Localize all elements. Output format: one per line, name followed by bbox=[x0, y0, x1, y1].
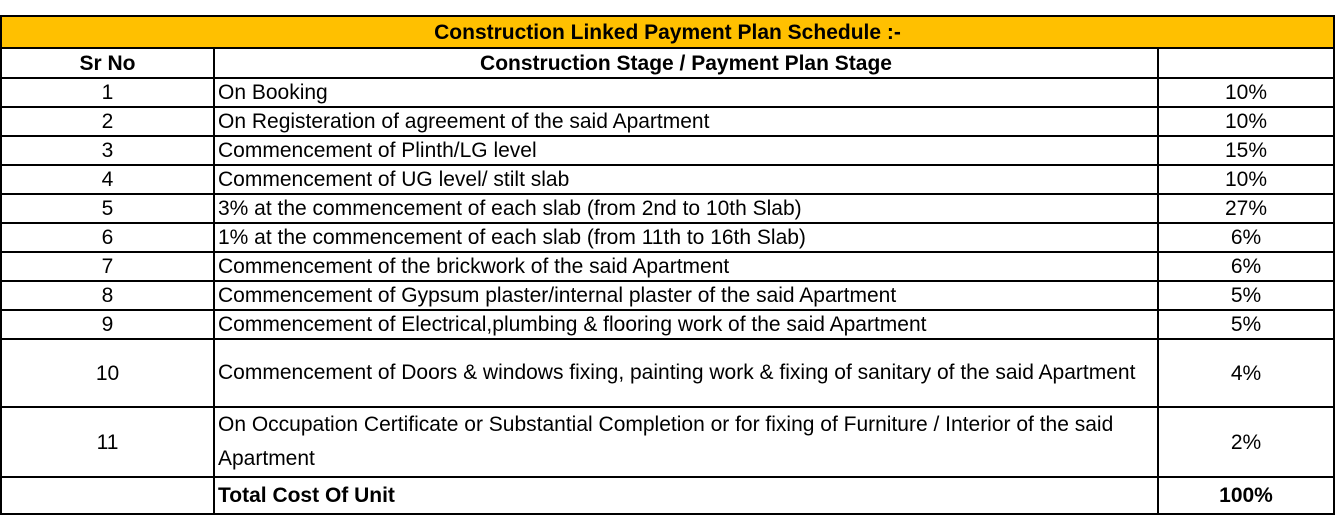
row-stage: Commencement of Doors & windows fixing, painting work & fixing of sanitary of the said Apartment bbox=[214, 339, 1158, 407]
payment-plan-table bbox=[0, 15, 1335, 515]
table-row bbox=[1, 107, 1334, 136]
row-percent: 4% bbox=[1158, 339, 1334, 407]
table-header-row bbox=[1, 48, 1334, 78]
row-sr-no: 2 bbox=[1, 107, 214, 136]
row-sr-no: 8 bbox=[1, 281, 214, 310]
row-stage: Commencement of Plinth/LG level bbox=[214, 136, 1158, 165]
table-row bbox=[1, 310, 1334, 339]
table-row bbox=[1, 165, 1334, 194]
row-stage: Commencement of UG level/ stilt slab bbox=[214, 165, 1158, 194]
row-stage: Commencement of Electrical,plumbing & flooring work of the said Apartment bbox=[214, 310, 1158, 339]
row-sr-no: 11 bbox=[1, 407, 214, 477]
table-title: Construction Linked Payment Plan Schedule :- bbox=[1, 16, 1334, 48]
table-row bbox=[1, 252, 1334, 281]
row-sr-no: 6 bbox=[1, 223, 214, 252]
table-row bbox=[1, 136, 1334, 165]
header-sr-no: Sr No bbox=[1, 48, 214, 78]
table-row bbox=[1, 223, 1334, 252]
row-percent: 15% bbox=[1158, 136, 1334, 165]
row-sr-no: 3 bbox=[1, 136, 214, 165]
table-row bbox=[1, 407, 1334, 477]
row-sr-no: 4 bbox=[1, 165, 214, 194]
total-row bbox=[1, 477, 1334, 514]
total-label: Total Cost Of Unit bbox=[214, 477, 1158, 514]
table-row bbox=[1, 194, 1334, 223]
row-stage: On Occupation Certificate or Substantial Completion or for fixing of Furniture / Interior of the said Apartment bbox=[214, 407, 1158, 477]
row-percent: 10% bbox=[1158, 165, 1334, 194]
row-stage: 1% at the commencement of each slab (from 11th to 16th Slab) bbox=[214, 223, 1158, 252]
row-sr-no: 9 bbox=[1, 310, 214, 339]
table-title-row bbox=[1, 16, 1334, 48]
table-row bbox=[1, 281, 1334, 310]
row-percent: 2% bbox=[1158, 407, 1334, 477]
header-percent bbox=[1158, 48, 1334, 78]
row-stage: On Booking bbox=[214, 78, 1158, 107]
table-body bbox=[1, 16, 1334, 514]
row-percent: 10% bbox=[1158, 78, 1334, 107]
row-percent: 5% bbox=[1158, 281, 1334, 310]
table-row bbox=[1, 78, 1334, 107]
row-percent: 5% bbox=[1158, 310, 1334, 339]
row-percent: 6% bbox=[1158, 223, 1334, 252]
row-sr-no: 5 bbox=[1, 194, 214, 223]
row-sr-no: 1 bbox=[1, 78, 214, 107]
total-sr-no bbox=[1, 477, 214, 514]
row-stage: Commencement of the brickwork of the said Apartment bbox=[214, 252, 1158, 281]
row-percent: 10% bbox=[1158, 107, 1334, 136]
row-sr-no: 7 bbox=[1, 252, 214, 281]
row-percent: 27% bbox=[1158, 194, 1334, 223]
row-stage: Commencement of Gypsum plaster/internal plaster of the said Apartment bbox=[214, 281, 1158, 310]
row-sr-no: 10 bbox=[1, 339, 214, 407]
total-percent: 100% bbox=[1158, 477, 1334, 514]
row-percent: 6% bbox=[1158, 252, 1334, 281]
row-stage: On Registeration of agreement of the said Apartment bbox=[214, 107, 1158, 136]
header-stage: Construction Stage / Payment Plan Stage bbox=[214, 48, 1158, 78]
row-stage: 3% at the commencement of each slab (from 2nd to 10th Slab) bbox=[214, 194, 1158, 223]
table-row bbox=[1, 339, 1334, 407]
